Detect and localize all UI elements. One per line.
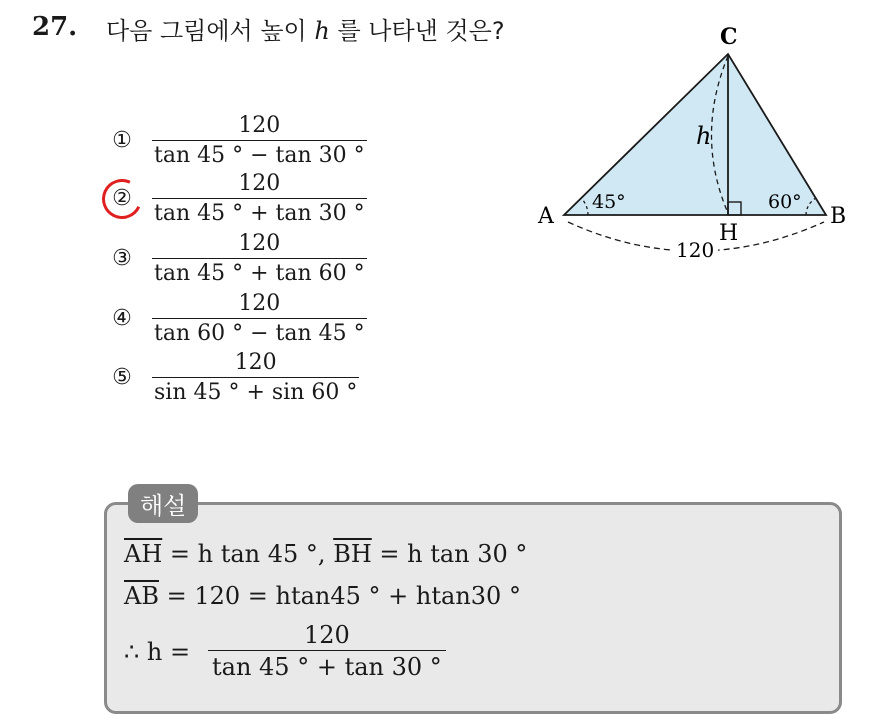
choice-4-fraction (152, 290, 367, 347)
angle-b-label: 60° (768, 191, 802, 213)
solution-fraction (208, 620, 446, 681)
solution-line-1-part-b: = h tan 45 °, (162, 540, 334, 568)
choice-1-fraction (152, 112, 367, 169)
segment-ab: $\overline{AB}$ (124, 582, 159, 610)
solution-denominator: tan 45 ° + tan 30 ° (208, 650, 446, 681)
choice-3-marker: ③ (112, 246, 132, 271)
segment-bh: $\overline{BH}$ (333, 540, 372, 568)
solution-numerator: 120 (303, 621, 350, 649)
question-variable: h (314, 17, 330, 45)
solution-line-2 (124, 582, 521, 610)
choice-4-numerator: 120 (238, 291, 281, 316)
question-text-after: 를 나타낸 것은? (329, 17, 505, 45)
choice-5-fraction (152, 349, 359, 406)
label-a: A (538, 204, 554, 229)
choice-4-marker: ④ (112, 306, 132, 331)
choice-2-marker: ② (112, 186, 132, 211)
triangle-figure (530, 18, 860, 268)
question-number: 27. (32, 12, 78, 42)
choice-3-denominator: tan 45 ° + tan 60 ° (152, 258, 367, 287)
solution-line-2-part-b: = 120 = htan45 ° + htan30 ° (158, 582, 521, 610)
choice-1-numerator: 120 (238, 113, 281, 138)
height-label: h (696, 122, 712, 150)
choice-3-fraction (152, 230, 367, 287)
label-c: C (720, 24, 738, 50)
choice-5-denominator: sin 45 ° + sin 60 ° (152, 377, 359, 406)
segment-ah: $\overline{AH}$ (124, 540, 163, 568)
label-b: B (830, 204, 847, 229)
choice-2-fraction (152, 170, 367, 227)
choice-5-numerator: 120 (234, 350, 277, 375)
choice-1-denominator: tan 45 ° − tan 30 ° (152, 140, 367, 169)
solution-line-1 (124, 540, 527, 568)
solution-line-3-prefix: ∴ h = (124, 638, 191, 666)
solution-tag: 해설 (128, 484, 198, 523)
choice-4-denominator: tan 60 ° − tan 45 ° (152, 318, 367, 347)
choice-2-denominator: tan 45 ° + tan 30 ° (152, 198, 367, 227)
choice-1-marker: ① (112, 128, 132, 153)
base-label: 120 (676, 238, 715, 262)
choice-2-numerator: 120 (238, 171, 281, 196)
label-h-point: H (719, 221, 739, 246)
question-text (106, 12, 526, 50)
solution-line-1-part-d: = h tan 30 ° (371, 540, 528, 568)
choice-3-numerator: 120 (238, 231, 281, 256)
angle-a-label: 45° (592, 191, 626, 213)
choice-5-marker: ⑤ (112, 365, 132, 390)
question-text-before: 다음 그림에서 높이 (106, 17, 315, 45)
